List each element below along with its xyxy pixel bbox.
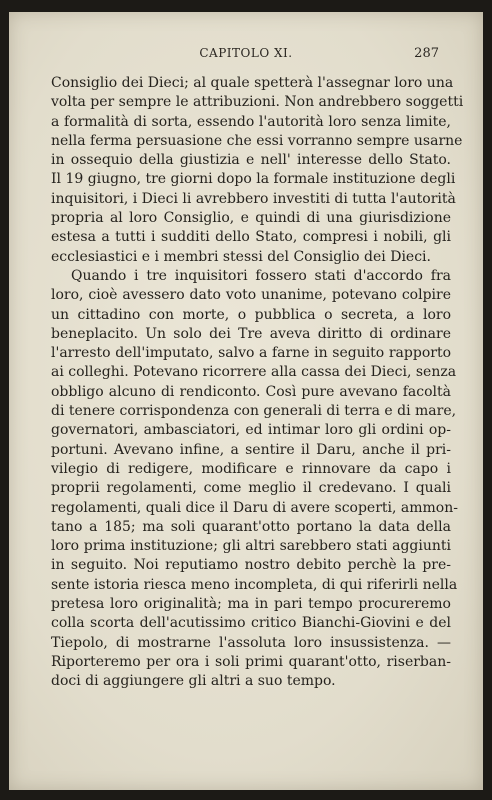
book-page bbox=[9, 12, 483, 790]
text-line: a formalità di sorta, essendo l'autorità loro senza limite, bbox=[51, 113, 451, 130]
page-header bbox=[9, 46, 483, 66]
text-line: loro prima instituzione; gli altri sarebbero stati aggiunti bbox=[51, 538, 451, 555]
text-line: pretesa loro originalità; ma in pari tempo procureremo bbox=[51, 596, 451, 613]
paragraph bbox=[51, 267, 458, 692]
text-line: sente istoria riesca meno incompleta, di qui riferirli nella bbox=[51, 576, 458, 593]
running-title: CAPITOLO XI. bbox=[199, 46, 293, 60]
text-line: Tiepolo, di mostrarne l'assoluta loro insussistenza. — bbox=[51, 634, 451, 651]
text-line: colla scorta dell'acutissimo critico Bianchi-Giovini e del bbox=[51, 615, 451, 632]
text-line: un cittadino con morte, o pubblica o secreta, a loro bbox=[51, 306, 451, 323]
paragraph bbox=[51, 74, 464, 267]
text-line: volta per sempre le attribuzioni. Non andrebbero soggetti bbox=[51, 94, 464, 111]
text-line: doci di aggiungere gli altri a suo tempo. bbox=[51, 673, 336, 690]
text-line: Il 19 giugno, tre giorni dopo la formale instituzione degli bbox=[51, 171, 456, 188]
text-line: loro, cioè avessero dato voto unanime, potevano colpire bbox=[51, 287, 451, 304]
text-line: estesa a tutti i sudditi dello Stato, compresi i nobili, gli bbox=[51, 229, 451, 246]
text-line: Quando i tre inquisitori fossero stati d'accordo fra bbox=[71, 267, 451, 284]
text-line: propria al loro Consiglio, e quindi di una giurisdizione bbox=[51, 210, 451, 227]
text-line: ai colleghi. Potevano ricorrere alla cassa dei Dieci, senza bbox=[51, 364, 457, 381]
text-line: in seguito. Noi reputiamo nostro debito perchè la pre- bbox=[51, 557, 451, 574]
text-line: governatori, ambasciatori, ed intimar loro gli ordini op- bbox=[51, 422, 451, 439]
text-line: di tenere corrispondenza con generali di terra e di mare, bbox=[51, 403, 457, 420]
text-line: Riporteremo per ora i soli primi quarant'otto, riserban- bbox=[51, 653, 451, 670]
text-line: proprii regolamenti, come meglio il credevano. I quali bbox=[51, 480, 451, 497]
text-line: regolamenti, quali dice il Daru di avere scoperti, ammon- bbox=[51, 499, 458, 516]
text-line: nella ferma persuasione che essi vorranno sempre usarne bbox=[51, 132, 463, 149]
text-line: ecclesiastici e i membri stessi del Consiglio dei Dieci. bbox=[51, 248, 431, 265]
body-text bbox=[51, 74, 464, 692]
text-line: vilegio di redigere, modificare e rinnovare da capo i bbox=[51, 460, 451, 477]
text-line: l'arresto dell'imputato, salvo a farne in seguito rapporto bbox=[51, 345, 451, 362]
text-line: tano a 185; ma soli quarant'otto portano la data della bbox=[51, 518, 451, 535]
text-line: in ossequio della giustizia e nell' interesse dello Stato. bbox=[51, 152, 451, 169]
text-line: portuni. Avevano infine, a sentire il Daru, anche il pri- bbox=[51, 441, 451, 458]
text-line: inquisitori, i Dieci li avrebbero investiti di tutta l'autorità bbox=[51, 190, 456, 207]
page-number: 287 bbox=[414, 46, 439, 61]
text-line: Consiglio dei Dieci; al quale spetterà l'assegnar loro una bbox=[51, 75, 454, 91]
text-line: beneplacito. Un solo dei Tre aveva diritto di ordinare bbox=[51, 325, 451, 342]
text-line: obbligo alcuno di rendiconto. Così pure avevano facoltà bbox=[51, 383, 451, 400]
